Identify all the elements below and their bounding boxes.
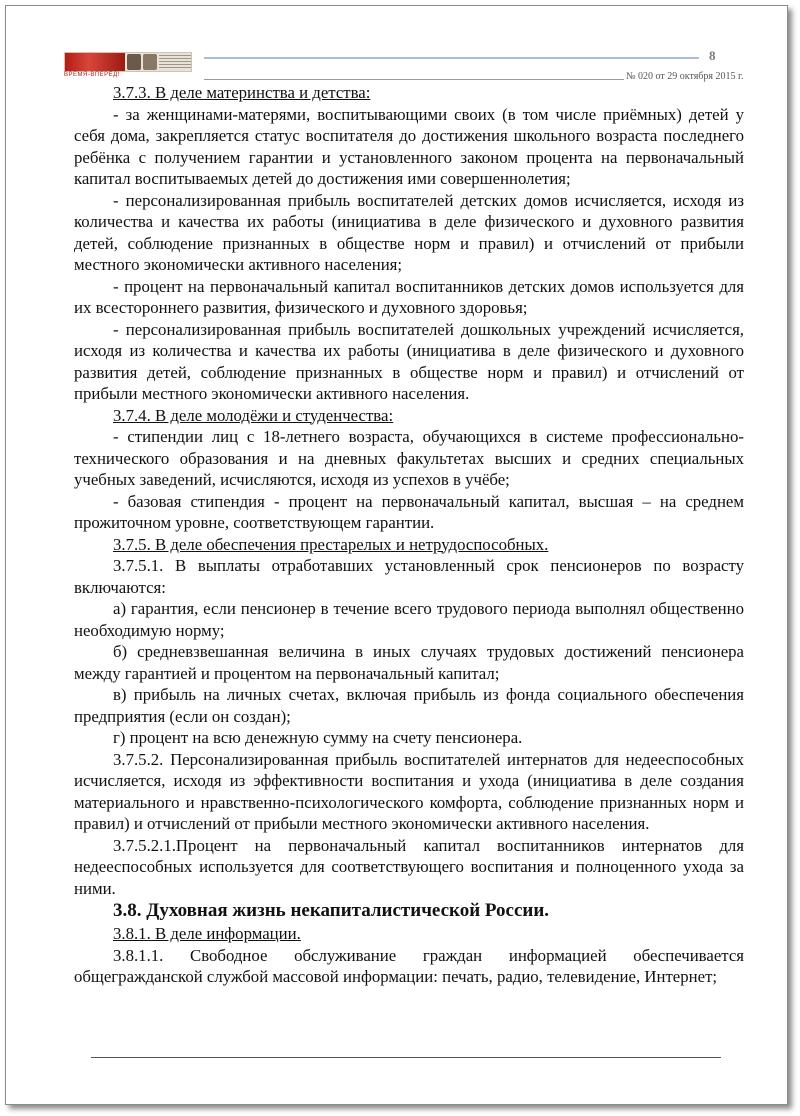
subsection-heading (74, 923, 744, 945)
article-body (74, 82, 744, 988)
issue-number: № 020 от 29 октября 2015 г. (626, 71, 744, 82)
section-heading: 3.8. Духовная жизнь некапиталистической России. (113, 900, 550, 921)
paragraph: - стипендии лиц с 18-летнего возраста, обучающихся в системе профессионально-технического образования и на дневных факультетах высших и средних специальных учебных заведений, исчисляются, исходя из успехов в учёбе; (74, 427, 744, 489)
paragraph: - персонализированная прибыль воспитателей дошкольных учреждений исчисляется, исходя из количества и качества их работы (инициатива в деле физического и духовного развития детей, соблюдение признанных в обществе норм и правил) и отчислений от прибыли местного экономически активного населения. (74, 319, 744, 403)
subsection-heading-text: 3.7.3. В деле материнства и детства: (113, 83, 371, 102)
logo-fine-print (159, 55, 191, 69)
list-item: г) процент на всю денежную сумму на счету пенсионера. (113, 728, 523, 747)
paragraph: 3.8.1.1. Свободное обслуживание граждан информацией обеспечивается общегражданской службой массовой информации: печать, радио, телевидение, Интернет; (74, 945, 744, 986)
newspaper-logo (64, 52, 192, 72)
footer-rule (91, 1057, 721, 1058)
page-sheet (5, 5, 788, 1105)
logo-banner (65, 53, 125, 71)
header-subrule (204, 79, 624, 80)
header-rule (204, 57, 699, 59)
logo-portrait-left (127, 54, 141, 70)
logo-caption: ВРЕМЯ-ВПЕРЁД! (64, 72, 120, 78)
paragraph: - процент на первоначальный капитал воспитанников детских домов используется для их всестороннего развития, физического и духовного здоровья; (74, 276, 744, 317)
subsection-heading (74, 82, 744, 104)
paragraph: - персонализированная прибыль воспитателей детских домов исчисляется, исходя из количества и качества их работы (инициатива в деле физического и духовного развития детей, соблюдение признанных в обществе норм и правил) и отчислений от прибыли местного экономически активного населения; (74, 190, 744, 274)
page-number: 8 (709, 48, 716, 63)
subsection-heading (74, 405, 744, 427)
paragraph: 3.7.5.1. В выплаты отработавших установленный срок пенсионеров по возрасту включаются: (74, 556, 744, 597)
subsection-heading-text: 3.7.5. В деле обеспечения престарелых и нетрудоспособных. (113, 534, 549, 554)
subsection-heading-text: 3.7.4. В деле молодёжи и студенчества: (113, 405, 394, 425)
paragraph: - базовая стипендия - процент на первоначальный капитал, высшая – на среднем прожиточном уровне, соответствующем гарантии. (74, 491, 744, 532)
paragraph: 3.7.5.2. Персонализированная прибыль воспитателей интернатов для недееспособных исчисляется, исходя из эффективности воспитания и ухода (инициатива в деле создания материального и нравственно-психологического комфорта, соблюдение признанных норм и правил) и отчислений от прибыли местного экономически активного населения. (74, 749, 744, 833)
subsection-heading (74, 534, 744, 556)
list-item: в) прибыль на личных счетах, включая прибыль из фонда социального обеспечения предприятия (если он создан); (74, 685, 744, 726)
paragraph: 3.7.5.2.1.Процент на первоначальный капитал воспитанников интернатов для недееспособных используется для соответствующего воспитания и полноценного ухода за ними. (74, 835, 744, 898)
list-item: б) средневзвешанная величина в иных случаях трудовых достижений пенсионера между гарантией и процентом на первоначальный капитал; (74, 642, 744, 683)
list-item: а) гарантия, если пенсионер в течение всего трудового периода выполнял общественно необходимую норму; (74, 599, 744, 640)
paragraph: - за женщинами-матерями, воспитывающими своих (в том числе приёмных) детей у себя дома, закрепляется статус воспитателя до достижения школьного возраста последнего ребёнка с получением гарантии и установленного законом процента на первоначальный капитал воспитываемых детей до достижения ими совершеннолетия; (74, 104, 744, 188)
subsection-heading-text: 3.8.1. В деле информации. (113, 924, 301, 943)
logo-portrait-right (143, 54, 157, 70)
